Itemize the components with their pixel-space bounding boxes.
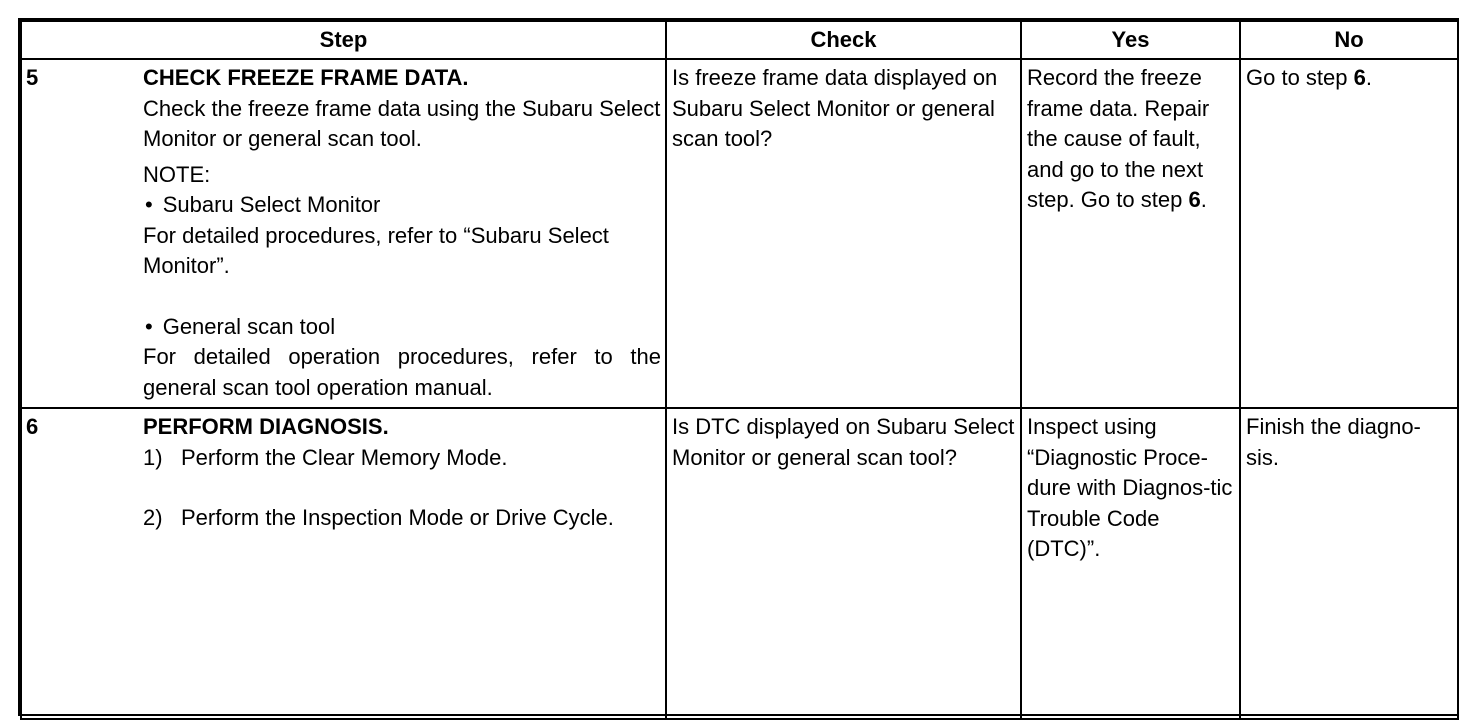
check-question: Is freeze frame data displayed on Subaru Select Monitor or general scan tool? xyxy=(666,59,1021,408)
procedure-item-text: Perform the Inspection Mode or Drive Cycle. xyxy=(181,505,614,530)
no-action: Finish the diagno-sis. xyxy=(1240,408,1458,719)
yes-suffix: . xyxy=(1200,187,1207,212)
yes-action: Inspect using “Diagnostic Proce-dure with Diagnos-tic Trouble Code (DTC)”. xyxy=(1021,408,1240,719)
table-header-row xyxy=(21,21,1458,59)
header-no: No xyxy=(1240,21,1458,59)
note-bullet: • Subaru Select Monitor xyxy=(143,190,661,221)
table-row xyxy=(21,59,1458,408)
no-text: Go to step xyxy=(1246,65,1354,90)
check-question: Is DTC displayed on Subaru Select Monitor or general scan tool? xyxy=(666,408,1021,719)
header-check: Check xyxy=(666,21,1021,59)
procedure-item-text: Perform the Clear Memory Mode. xyxy=(181,444,508,470)
diagnostic-table xyxy=(20,20,1459,720)
header-yes: Yes xyxy=(1021,21,1240,59)
note-label: NOTE: xyxy=(143,161,211,187)
no-action xyxy=(1240,59,1458,408)
step-number: 5 xyxy=(21,59,143,408)
yes-action xyxy=(1021,59,1240,408)
step-title: PERFORM DIAGNOSIS. xyxy=(143,414,389,439)
table-row xyxy=(21,408,1458,719)
procedure-item-number: 1) xyxy=(143,444,163,470)
no-step-ref: 6 xyxy=(1353,65,1366,90)
yes-text: Record the freeze frame data. Repair the cause of fault, and go to the next step. Go to step xyxy=(1027,65,1210,212)
step-description xyxy=(143,408,666,719)
procedure-item-number: 2) xyxy=(143,505,163,530)
step-description xyxy=(143,59,666,408)
note-text: For detailed procedures, refer to “Subaru Select Monitor”. xyxy=(143,222,609,278)
diagnostic-table-sheet xyxy=(18,18,1459,716)
yes-step-ref: 6 xyxy=(1188,187,1201,212)
step-title: CHECK FREEZE FRAME DATA. xyxy=(143,65,469,90)
header-step: Step xyxy=(21,21,666,59)
no-suffix: . xyxy=(1365,65,1372,90)
step-text: Check the freeze frame data using the Subaru Select Monitor or general scan tool. xyxy=(143,95,661,151)
step-number: 6 xyxy=(21,408,143,719)
note-bullet: • General scan tool xyxy=(143,312,661,343)
procedure-item xyxy=(143,503,661,534)
procedure-item xyxy=(143,443,661,474)
note-text: For detailed operation procedures, refer to the general scan tool operation manual. xyxy=(143,344,661,400)
